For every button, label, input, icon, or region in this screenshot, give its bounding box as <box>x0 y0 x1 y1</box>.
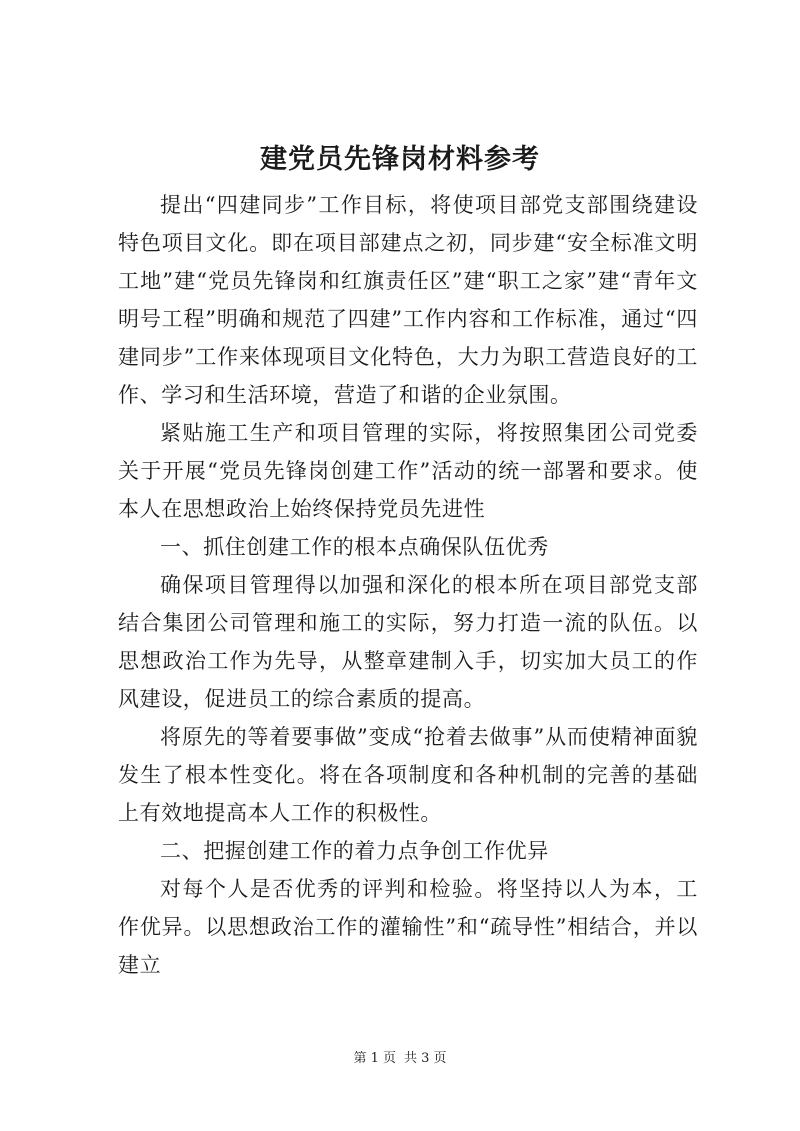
page-total: 共 3 页 <box>404 1051 447 1066</box>
paragraph: 提出“四建同步”工作目标，将使项目部党支部围绕建设特色项目文化。即在项目部建点之初，同步建“安全标准文明工地”建“党员先锋岗和红旗责任区”建“职工之家”建“青年文明号工程”明确和规范了四建”工作内容和工作标准，通过“四建同步”工作来体现项目文化特色，大力为职工营造良好的工作、学习和生活环境，营造了和谐的企业氛围。 <box>118 193 698 407</box>
section-heading: 二、把握创建工作的着力点争创工作优异 <box>160 839 549 863</box>
document-title: 建党员先锋岗材料参考 <box>260 144 540 175</box>
document-body <box>118 186 698 984</box>
paragraph: 对每个人是否优秀的评判和检验。将坚持以人为本，工作优异。以思想政治工作的灌输性”和“疏导性”相结合，并以建立 <box>118 877 698 977</box>
page-footer <box>0 1050 800 1068</box>
section-heading: 一、抓住创建工作的根本点确保队伍优秀 <box>160 535 549 559</box>
paragraph: 将原先的等着要事做”变成“抢着去做事”从而使精神面貌发生了根本性变化。将在各项制度和各种机制的完善的基础上有效地提高本人工作的积极性。 <box>118 725 698 825</box>
paragraph: 紧贴施工生产和项目管理的实际，将按照集团公司党委关于开展“党员先锋岗创建工作”活动的统一部署和要求。使本人在思想政治上始终保持党员先进性 <box>118 421 698 521</box>
paragraph: 确保项目管理得以加强和深化的根本所在项目部党支部结合集团公司管理和施工的实际，努力打造一流的队伍。以思想政治工作为先导，从整章建制入手，切实加大员工的作风建设，促进员工的综合素质的提高。 <box>118 573 698 711</box>
page-number: 第 1 页 <box>353 1051 396 1066</box>
